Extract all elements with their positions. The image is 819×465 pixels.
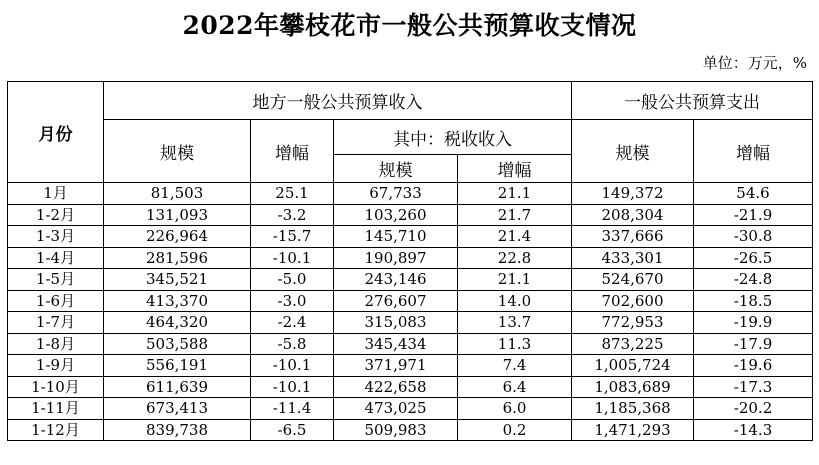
table-row	[8, 376, 813, 398]
tax-growth-cell: 21.7	[458, 204, 572, 226]
table-row	[8, 312, 813, 334]
header-local-income: 地方一般公共预算收入	[104, 82, 572, 120]
page-title: 2022年攀枝花市一般公共预算收支情况	[182, 11, 637, 40]
tax-scale-cell: 345,434	[334, 333, 458, 355]
table-row	[8, 183, 813, 205]
month-cell: 1-5月	[8, 269, 104, 291]
month-cell: 1-6月	[8, 290, 104, 312]
budget-table	[7, 81, 813, 441]
income-growth-cell: -10.1	[251, 376, 334, 398]
tax-growth-cell: 21.4	[458, 226, 572, 248]
month-cell: 1-10月	[8, 376, 104, 398]
income-growth-cell: -5.8	[251, 333, 334, 355]
expend-scale-cell: 873,225	[572, 333, 694, 355]
expend-scale-cell: 1,005,724	[572, 355, 694, 377]
header-income-scale: 规模	[104, 120, 251, 183]
table-header	[8, 82, 813, 183]
tax-scale-cell: 243,146	[334, 269, 458, 291]
table-row	[8, 398, 813, 420]
income-growth-cell: -3.0	[251, 290, 334, 312]
expend-growth-cell: -19.9	[694, 312, 813, 334]
income-scale-cell: 345,521	[104, 269, 251, 291]
tax-growth-cell: 21.1	[458, 269, 572, 291]
table-body	[8, 183, 813, 441]
expend-growth-cell: -19.6	[694, 355, 813, 377]
income-scale-cell: 226,964	[104, 226, 251, 248]
tax-scale-cell: 473,025	[334, 398, 458, 420]
table-row	[8, 269, 813, 291]
income-growth-cell: -5.0	[251, 269, 334, 291]
tax-scale-cell: 67,733	[334, 183, 458, 205]
expend-scale-cell: 702,600	[572, 290, 694, 312]
month-cell: 1-3月	[8, 226, 104, 248]
month-cell: 1-8月	[8, 333, 104, 355]
expend-scale-cell: 337,666	[572, 226, 694, 248]
table-row	[8, 226, 813, 248]
tax-growth-cell: 6.0	[458, 398, 572, 420]
expend-scale-cell: 433,301	[572, 247, 694, 269]
income-growth-cell: -2.4	[251, 312, 334, 334]
tax-scale-cell: 276,607	[334, 290, 458, 312]
income-scale-cell: 413,370	[104, 290, 251, 312]
tax-growth-cell: 14.0	[458, 290, 572, 312]
expend-scale-cell: 208,304	[572, 204, 694, 226]
tax-growth-cell: 6.4	[458, 376, 572, 398]
expend-growth-cell: -24.8	[694, 269, 813, 291]
table-row	[8, 290, 813, 312]
header-expend-scale: 规模	[572, 120, 694, 183]
expend-scale-cell: 772,953	[572, 312, 694, 334]
expend-growth-cell: 54.6	[694, 183, 813, 205]
expend-scale-cell: 149,372	[572, 183, 694, 205]
expend-growth-cell: -17.9	[694, 333, 813, 355]
expend-scale-cell: 524,670	[572, 269, 694, 291]
table-row	[8, 247, 813, 269]
header-expenditure: 一般公共预算支出	[572, 82, 813, 120]
tax-growth-cell: 22.8	[458, 247, 572, 269]
income-scale-cell: 464,320	[104, 312, 251, 334]
expend-growth-cell: -20.2	[694, 398, 813, 420]
header-tax-growth: 增幅	[458, 155, 572, 183]
tax-growth-cell: 0.2	[458, 419, 572, 441]
income-scale-cell: 556,191	[104, 355, 251, 377]
table-row	[8, 355, 813, 377]
income-growth-cell: -15.7	[251, 226, 334, 248]
income-scale-cell: 503,588	[104, 333, 251, 355]
income-scale-cell: 673,413	[104, 398, 251, 420]
income-scale-cell: 611,639	[104, 376, 251, 398]
month-cell: 1月	[8, 183, 104, 205]
expend-growth-cell: -30.8	[694, 226, 813, 248]
expend-scale-cell: 1,185,368	[572, 398, 694, 420]
tax-scale-cell: 103,260	[334, 204, 458, 226]
income-scale-cell: 281,596	[104, 247, 251, 269]
month-cell: 1-9月	[8, 355, 104, 377]
income-growth-cell: -10.1	[251, 355, 334, 377]
header-expend-growth: 增幅	[694, 120, 813, 183]
tax-scale-cell: 315,083	[334, 312, 458, 334]
month-cell: 1-12月	[8, 419, 104, 441]
income-growth-cell: -6.5	[251, 419, 334, 441]
expend-growth-cell: -21.9	[694, 204, 813, 226]
income-growth-cell: -11.4	[251, 398, 334, 420]
tax-scale-cell: 145,710	[334, 226, 458, 248]
tax-scale-cell: 190,897	[334, 247, 458, 269]
income-growth-cell: -3.2	[251, 204, 334, 226]
expend-scale-cell: 1,083,689	[572, 376, 694, 398]
tax-growth-cell: 11.3	[458, 333, 572, 355]
income-scale-cell: 131,093	[104, 204, 251, 226]
header-tax-income: 其中：税收收入	[334, 120, 572, 155]
header-month: 月份	[8, 82, 104, 183]
income-growth-cell: -10.1	[251, 247, 334, 269]
expend-growth-cell: -17.3	[694, 376, 813, 398]
table-row	[8, 333, 813, 355]
tax-scale-cell: 509,983	[334, 419, 458, 441]
month-cell: 1-7月	[8, 312, 104, 334]
unit-note: 单位：万元，%	[702, 54, 807, 72]
header-tax-scale: 规模	[334, 155, 458, 183]
table-row	[8, 419, 813, 441]
income-scale-cell: 839,738	[104, 419, 251, 441]
tax-scale-cell: 371,971	[334, 355, 458, 377]
tax-growth-cell: 13.7	[458, 312, 572, 334]
income-growth-cell: 25.1	[251, 183, 334, 205]
expend-growth-cell: -26.5	[694, 247, 813, 269]
expend-growth-cell: -14.3	[694, 419, 813, 441]
expend-scale-cell: 1,471,293	[572, 419, 694, 441]
header-income-growth: 增幅	[251, 120, 334, 183]
month-cell: 1-11月	[8, 398, 104, 420]
tax-scale-cell: 422,658	[334, 376, 458, 398]
month-cell: 1-4月	[8, 247, 104, 269]
tax-growth-cell: 21.1	[458, 183, 572, 205]
table-row	[8, 204, 813, 226]
month-cell: 1-2月	[8, 204, 104, 226]
tax-growth-cell: 7.4	[458, 355, 572, 377]
income-scale-cell: 81,503	[104, 183, 251, 205]
expend-growth-cell: -18.5	[694, 290, 813, 312]
